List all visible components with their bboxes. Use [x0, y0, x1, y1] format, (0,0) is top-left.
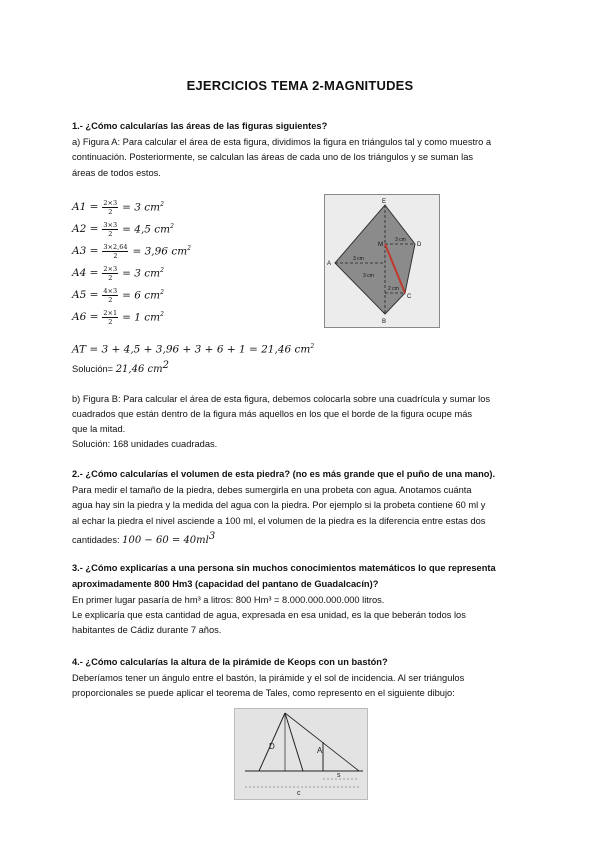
area-equation [72, 306, 164, 328]
q1-a-line1: a) Figura A: Para calcular el área de esta figura, dividimos la figura en triángulos tal y como muestro a [72, 137, 492, 147]
eq-rhs [122, 267, 164, 280]
figure-a-drawing [325, 195, 439, 327]
figure-a-label-e: E [382, 199, 387, 205]
eq-rhs-exp: 2 [160, 200, 164, 208]
eq-denominator: 2 [108, 229, 113, 238]
eq-rhs-text: = 3 cm [122, 267, 161, 280]
total-area-text: AT = 3 + 4,5 + 3,96 + 3 + 6 + 1 = 21,46 cm [72, 343, 311, 356]
eq-denominator: 2 [113, 251, 118, 260]
q1-solution-value: 21,46 cm [115, 364, 163, 376]
eq-rhs-text: = 3 cm [122, 201, 161, 214]
figure-a-measure-4: 3 cm [363, 273, 374, 279]
eq-rhs-exp: 2 [160, 310, 164, 318]
figure-a-label-m: M [378, 242, 383, 248]
figure-keops [234, 708, 368, 800]
q1-a-line3: áreas de todos estos. [72, 168, 161, 178]
q1-b-line1: b) Figura B: Para calcular el área de esta figura, debemos colocarla sobre una cuadrícula y sumar los [72, 394, 491, 404]
q2-line3: al echar la piedra el nivel asciende a 100 ml, el volumen de la piedra es la diferencia entre estas dos [72, 516, 486, 526]
eq-fraction [102, 265, 118, 282]
keops-label-s: s [337, 772, 341, 779]
eq-rhs-exp: 2 [160, 288, 164, 296]
total-area [72, 343, 314, 356]
area-equation [72, 196, 164, 218]
eq-rhs-text: = 3,96 cm [132, 245, 188, 258]
eq-denominator: 2 [108, 295, 113, 304]
q1-b-line3: que la mitad. [72, 424, 126, 434]
eq-lhs: A3 = [72, 245, 99, 257]
eq-rhs-text: = 4,5 cm [122, 223, 171, 236]
eq-denominator: 2 [108, 207, 113, 216]
eq-lhs: A2 = [72, 223, 99, 235]
keops-label-c: c [297, 790, 301, 797]
eq-rhs [122, 201, 164, 214]
eq-rhs-text: = 1 cm [122, 311, 161, 324]
figure-a [324, 194, 440, 328]
eq-fraction [102, 243, 128, 260]
area-equation [72, 240, 191, 262]
eq-fraction [102, 199, 118, 216]
eq-fraction [102, 221, 118, 238]
eq-numerator: 4×3 [103, 286, 118, 295]
q2-line4-text: cantidades: [72, 535, 120, 546]
q1-a-line2: continuación. Posteriormente, se calculan las áreas de cada uno de los triángulos y se suman las [72, 152, 474, 162]
eq-rhs-exp: 2 [160, 266, 164, 274]
eq-rhs [122, 311, 164, 324]
q2-line2: agua hay sin la piedra y la medida del agua con la piedra. Por ejemplo si la probeta contiene 60 ml y [72, 500, 486, 510]
figure-a-label-a: A [327, 261, 332, 267]
figure-a-label-b: B [382, 319, 387, 325]
q2-line4-math: 100 − 60 = 40ml [122, 535, 209, 547]
q2-line4-exp: 3 [208, 531, 216, 542]
figure-a-polygon [335, 205, 415, 314]
eq-lhs: A1 = [72, 201, 99, 213]
q1-solution [72, 358, 169, 377]
q1-solution-label: Solución= [72, 364, 114, 375]
eq-rhs-exp: 2 [170, 222, 174, 230]
eq-denominator: 2 [108, 273, 113, 282]
eq-numerator: 3×2,64 [103, 242, 128, 251]
q3-line2: Le explicaría que esta cantidad de agua, expresada en esa unidad, es la que beberán todos los [72, 610, 466, 620]
area-equation [72, 262, 164, 284]
eq-numerator: 2×3 [103, 264, 118, 273]
q4-line1: Deberíamos tener un ángulo entre el bastón, la pirámide y el sol de incidencia. Al ser triángulos [72, 673, 465, 683]
keops-pyramid-right [285, 713, 303, 771]
eq-rhs [132, 245, 191, 258]
q1-solution-exp: 2 [162, 360, 169, 371]
keops-sun-ray [285, 713, 359, 771]
area-equation [72, 284, 164, 306]
q1-question: 1.- ¿Cómo calcularías las áreas de las figuras siguientes? [72, 121, 328, 131]
figure-a-label-d: D [417, 242, 422, 248]
area-equation [72, 218, 174, 240]
total-area-exp: 2 [310, 343, 315, 350]
q4-question: 4.- ¿Cómo calcularías la altura de la pirámide de Keops con un bastón? [72, 657, 388, 667]
eq-lhs: A4 = [72, 267, 99, 279]
keops-label-a: A [317, 746, 323, 755]
figure-a-label-c: C [407, 294, 412, 300]
q2-line1: Para medir el tamaño de la piedra, debes sumergirla en una probeta con agua. Anotamos cuánta [72, 485, 472, 495]
eq-fraction [102, 309, 118, 326]
eq-lhs: A5 = [72, 289, 99, 301]
eq-denominator: 2 [108, 317, 113, 326]
q2-question: 2.- ¿Cómo calcularías el volumen de esta piedra? (no es más grande que el puño de una mano). [72, 469, 496, 479]
page-title: EJERCICIOS TEMA 2-MAGNITUDES [186, 78, 414, 93]
q1-b-solution: Solución: 168 unidades cuadradas. [72, 439, 218, 449]
keops-label-d: D [269, 742, 275, 751]
q3-question-2: aproximadamente 800 Hm3 (capacidad del pantano de Guadalcacín)? [72, 579, 379, 589]
q3-line3: habitantes de Cádiz durante 7 años. [72, 625, 222, 635]
eq-rhs-text: = 6 cm [122, 289, 161, 302]
eq-rhs-exp: 2 [187, 244, 191, 252]
eq-rhs [122, 289, 164, 302]
eq-numerator: 2×3 [103, 198, 118, 207]
figure-a-measure-3: 2 cm [388, 286, 399, 292]
figure-a-measure-2: 3 cm [353, 256, 364, 262]
eq-rhs [122, 223, 174, 236]
q1-b-line2: cuadrados que están dentro de la figura más aquellos en los que el borde de la figura ocupe más [72, 409, 473, 419]
eq-numerator: 3×3 [103, 220, 118, 229]
eq-fraction [102, 287, 118, 304]
q3-question-1: 3.- ¿Cómo explicarías a una persona sin muchos conocimientos matemáticos lo que representa [72, 563, 496, 573]
eq-lhs: A6 = [72, 311, 99, 323]
figure-keops-drawing [235, 709, 367, 799]
q4-line2: proporcionales se puede aplicar el teorema de Tales, como represento en el siguiente dibujo: [72, 688, 455, 698]
q3-line1: En primer lugar pasaría de hm³ a litros: 800 Hm³ = 8.000.000.000.000 litros. [72, 595, 385, 605]
eq-numerator: 2×1 [103, 308, 118, 317]
q2-line4 [72, 529, 215, 548]
figure-a-measure-1: 3 cm [395, 237, 406, 243]
